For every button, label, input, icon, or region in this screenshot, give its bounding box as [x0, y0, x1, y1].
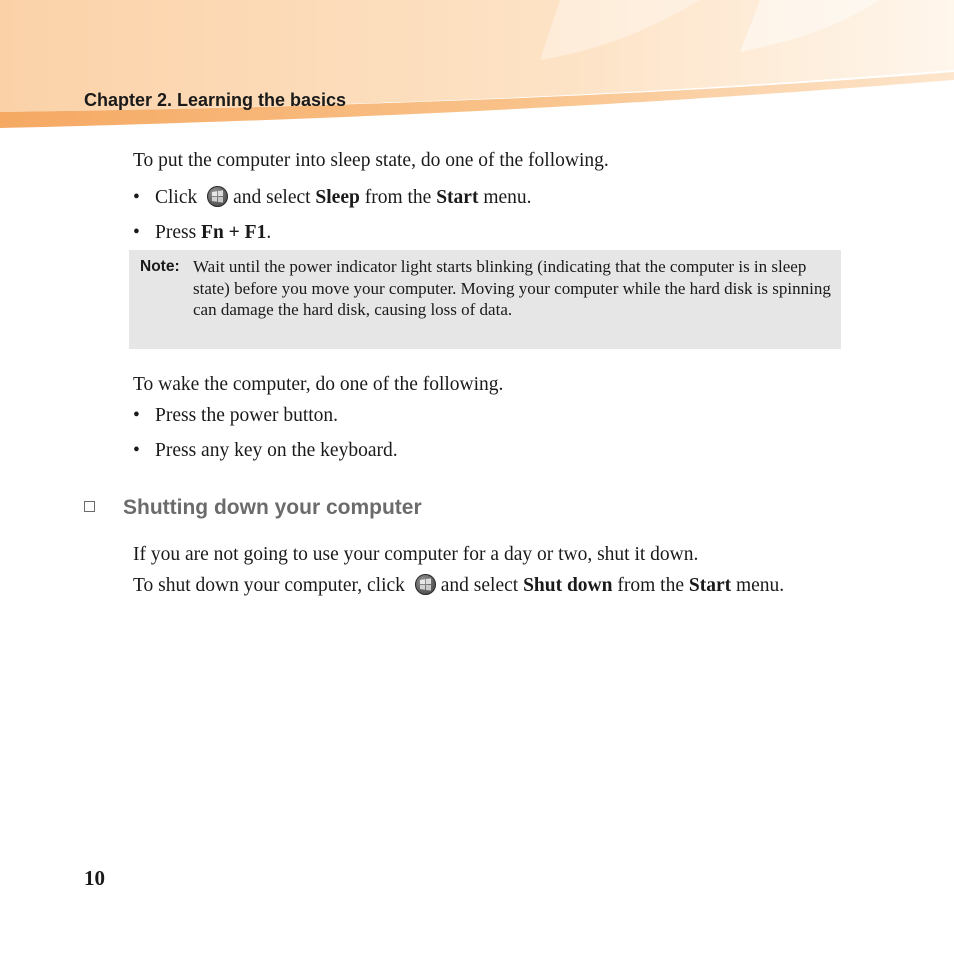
section-heading — [84, 496, 422, 520]
section-heading-text: Shutting down your computer — [123, 496, 422, 519]
bullet-text: menu. — [483, 187, 532, 208]
page-number: 10 — [84, 866, 105, 890]
bullet-text: . — [266, 222, 272, 243]
note-box — [129, 250, 841, 349]
bullet-text: Press any key on the keyboard. — [155, 440, 398, 461]
para-text: menu. — [735, 575, 785, 596]
key-combo: Fn + F1 — [201, 222, 267, 243]
menu-start: Start — [436, 187, 479, 208]
para-text: and select — [440, 575, 519, 596]
bullet-text: and select — [233, 187, 311, 208]
wake-bullet-power — [133, 404, 338, 428]
shutdown-para1: If you are not going to use your computer for a day or two, shut it down. — [133, 544, 699, 565]
menu-item-sleep: Sleep — [315, 187, 360, 208]
bullet-dot: • — [133, 440, 140, 461]
windows-start-orb-icon — [207, 186, 228, 207]
shutdown-para2 — [133, 574, 843, 598]
para-text: To shut down your computer, click — [133, 575, 405, 596]
square-bullet-icon — [84, 501, 95, 512]
bullet-dot: • — [133, 222, 140, 243]
windows-start-orb-icon — [415, 574, 436, 595]
menu-start: Start — [688, 575, 732, 596]
menu-item-shut-down: Shut down — [523, 575, 613, 596]
sleep-intro: To put the computer into sleep state, do one of the following. — [133, 150, 609, 171]
chapter-title: Chapter 2. Learning the basics — [84, 90, 347, 110]
sleep-bullet-press — [133, 221, 271, 245]
bullet-text: Click — [155, 187, 198, 208]
bullet-dot: • — [133, 187, 140, 208]
bullet-text: Press — [155, 222, 197, 243]
para-text: from the — [617, 575, 684, 596]
note-text: Wait until the power indicator light starts blinking (indicating that the computer is in sleep state) before you move your computer. Moving your computer while the hard disk is spinning can damage the hard disk, causing loss of data. — [193, 257, 831, 319]
wake-intro: To wake the computer, do one of the following. — [133, 374, 504, 395]
wake-bullet-key — [133, 439, 398, 463]
note-label: Note: — [140, 258, 180, 275]
bullet-text: from the — [364, 187, 432, 208]
bullet-text: Press the power button. — [155, 405, 339, 426]
bullet-dot: • — [133, 405, 140, 426]
sleep-bullet-click — [133, 186, 532, 210]
